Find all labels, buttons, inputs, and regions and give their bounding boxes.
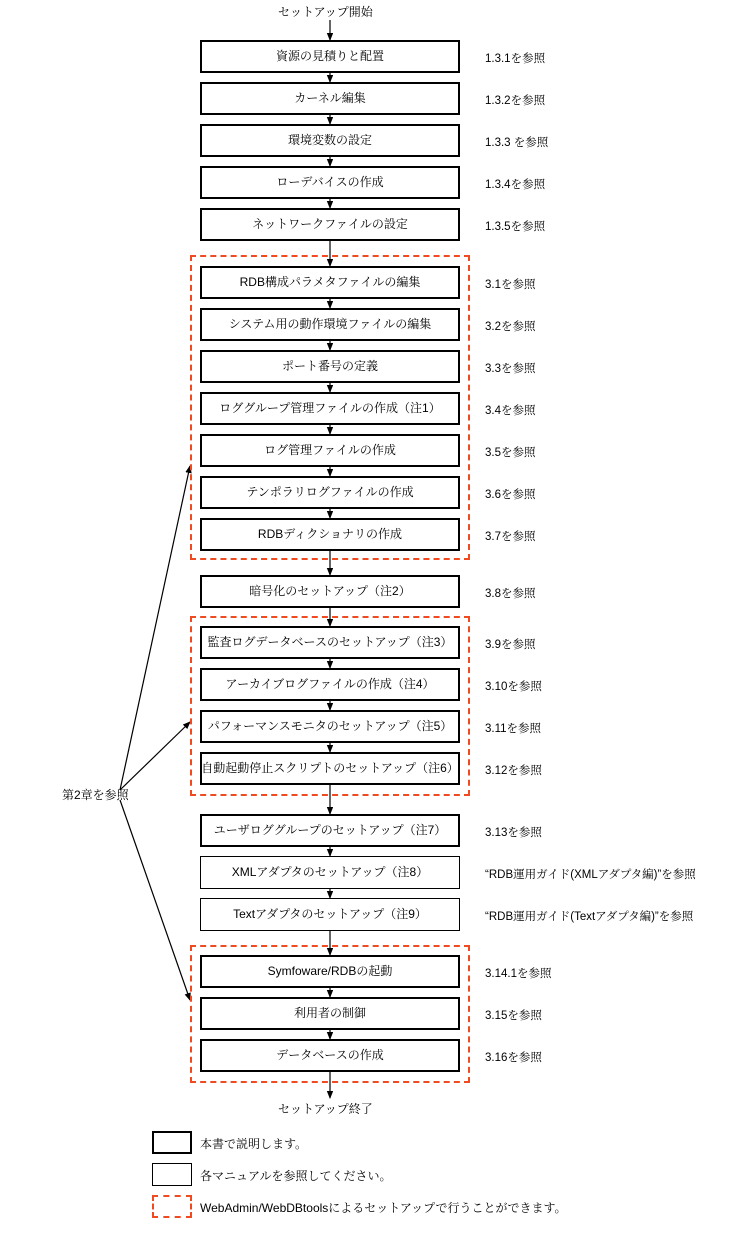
flow-node-reference: 1.3.3 を参照 <box>485 137 549 149</box>
flow-node[interactable] <box>200 392 460 425</box>
end-label: セットアップ終了 <box>278 1102 373 1116</box>
flow-node-label: データベースの作成 <box>276 1047 384 1062</box>
flow-node[interactable] <box>200 626 460 659</box>
flow-node-reference: 3.6を参照 <box>485 489 536 501</box>
flow-node-label: 監査ログデータベースのセットアップ（注3） <box>207 634 453 649</box>
flow-node-label: カーネル編集 <box>294 90 366 105</box>
legend-swatch-dashed <box>152 1195 192 1218</box>
flow-node-reference: 3.7を参照 <box>485 531 536 543</box>
flow-node-label: システム用の動作環境ファイルの編集 <box>228 316 432 331</box>
flow-node-reference: 3.5を参照 <box>485 447 536 459</box>
legend-label: WebAdmin/WebDBtoolsによるセットアップで行うことができます。 <box>200 1201 567 1215</box>
flow-node-label: ログ管理ファイルの作成 <box>264 442 396 457</box>
side-reference-label: 第2章を参照 <box>62 788 129 802</box>
flow-node[interactable] <box>200 308 460 341</box>
legend-swatch-thick <box>152 1131 192 1154</box>
flow-node-label: 利用者の制御 <box>293 1005 366 1020</box>
flow-node-reference: 3.3を参照 <box>485 363 536 375</box>
flow-node[interactable] <box>200 898 460 931</box>
flow-node-label: 環境変数の設定 <box>287 132 372 147</box>
flow-node[interactable] <box>200 476 460 509</box>
flow-node-label: ポート番号の定義 <box>281 358 378 373</box>
flow-node-label: Symfoware/RDBの起動 <box>267 963 393 978</box>
flow-node[interactable] <box>200 350 460 383</box>
flow-node[interactable] <box>200 208 460 241</box>
flow-node-reference: “RDB運用ガイド(XMLアダプタ編)”を参照 <box>485 869 696 881</box>
flow-node[interactable] <box>200 856 460 889</box>
flow-node[interactable] <box>200 166 460 199</box>
flow-node-label: アーカイブログファイルの作成（注4） <box>225 676 435 691</box>
legend-label: 各マニュアルを参照してください。 <box>200 1169 392 1183</box>
flow-node-reference: 3.10を参照 <box>485 681 542 693</box>
flow-node-reference: 1.3.4を参照 <box>485 179 546 191</box>
flow-node-label: XMLアダプタのセットアップ（注8） <box>231 864 429 879</box>
start-label: セットアップ開始 <box>278 5 373 19</box>
flow-node[interactable] <box>200 1039 460 1072</box>
flow-node[interactable] <box>200 752 460 785</box>
legend-swatch-thin <box>152 1163 192 1186</box>
flow-node[interactable] <box>200 82 460 115</box>
flow-node[interactable] <box>200 955 460 988</box>
flow-node[interactable] <box>200 434 460 467</box>
flow-node-label: Textアダプタのセットアップ（注9） <box>233 906 427 921</box>
flow-node-label: ローデバイスの作成 <box>276 174 384 189</box>
flow-node[interactable] <box>200 668 460 701</box>
flow-node-label: 暗号化のセットアップ（注2） <box>249 583 411 598</box>
flow-node[interactable] <box>200 710 460 743</box>
flow-node[interactable] <box>200 575 460 608</box>
flow-node-label: ロググループ管理ファイルの作成（注1） <box>219 400 441 415</box>
flow-node-reference: 3.14.1を参照 <box>485 968 552 980</box>
flow-node-label: テンポラリログファイルの作成 <box>246 484 414 499</box>
flow-node-label: ネットワークファイルの設定 <box>252 216 408 231</box>
flow-node[interactable] <box>200 124 460 157</box>
flow-node-label: RDBディクショナリの作成 <box>257 526 403 541</box>
flow-node-reference: 1.3.2を参照 <box>485 95 546 107</box>
flow-node-reference: 1.3.1を参照 <box>485 53 546 65</box>
flow-node-label: ユーザロググループのセットアップ（注7） <box>213 822 447 837</box>
flow-node-reference: 3.11を参照 <box>485 723 542 735</box>
flow-node-reference: 3.8を参照 <box>485 588 536 600</box>
flow-node-reference: 3.16を参照 <box>485 1052 542 1064</box>
flow-node-label: RDB構成パラメタファイルの編集 <box>239 274 421 289</box>
flow-node-reference: 1.3.5を参照 <box>485 221 546 233</box>
flow-node-label: 資源の見積りと配置 <box>275 48 384 63</box>
legend-label: 本書で説明します。 <box>200 1137 308 1151</box>
flow-node[interactable] <box>200 40 460 73</box>
flow-node-label: パフォーマンスモニタのセットアップ（注5） <box>207 718 453 733</box>
flow-node-reference: 3.13を参照 <box>485 827 542 839</box>
flow-node-reference: 3.2を参照 <box>485 321 536 333</box>
flow-node-reference: “RDB運用ガイド(Textアダプタ編)”を参照 <box>485 911 694 923</box>
flow-node-reference: 3.1を参照 <box>485 279 536 291</box>
flow-node-reference: 3.9を参照 <box>485 639 536 651</box>
flow-node-reference: 3.12を参照 <box>485 765 542 777</box>
flow-node[interactable] <box>200 518 460 551</box>
flow-node[interactable] <box>200 997 460 1030</box>
flow-node-reference: 3.15を参照 <box>485 1010 542 1022</box>
flow-node[interactable] <box>200 266 460 299</box>
flow-node-label: 自動起動停止スクリプトのセットアップ（注6） <box>201 760 459 775</box>
flow-node-reference: 3.4を参照 <box>485 405 536 417</box>
flow-node[interactable] <box>200 814 460 847</box>
